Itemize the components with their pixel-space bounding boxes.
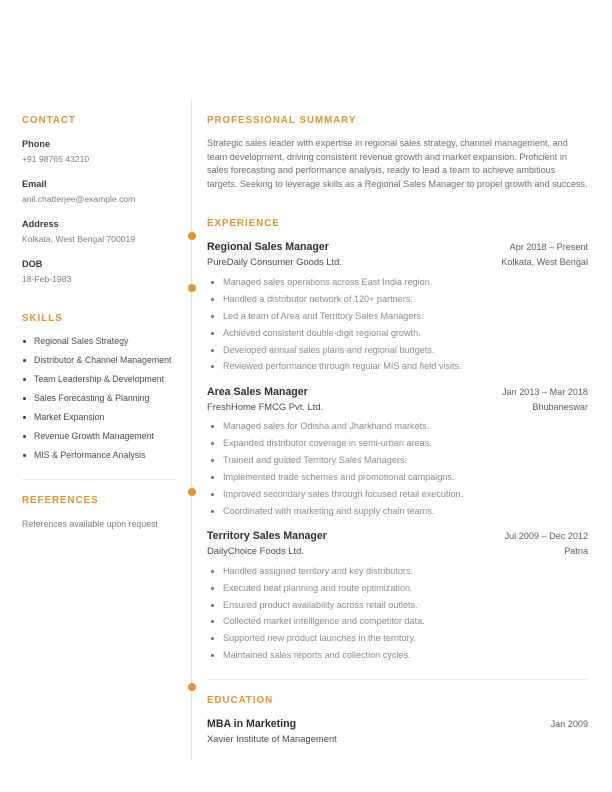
main-column xyxy=(191,92,612,745)
experience-entry xyxy=(207,529,588,662)
education-degree: MBA in Marketing xyxy=(207,717,297,730)
list-item: Team Leadership & Development xyxy=(22,373,177,387)
list-item: Collected market intelligence and competitor data. xyxy=(207,615,588,628)
summary-section xyxy=(207,114,588,191)
job-dates: Jan 2013 – Mar 2018 xyxy=(502,386,588,397)
list-item: Distributor & Channel Management xyxy=(22,354,177,368)
list-item: Handled assigned territory and key distributors. xyxy=(207,565,588,578)
list-item: Reviewed performance through regular MIS and field visits. xyxy=(207,360,588,373)
references-section xyxy=(22,494,177,531)
education-divider xyxy=(207,679,588,680)
list-item: MIS & Performance Analysis xyxy=(22,449,177,463)
contact-label: Address xyxy=(22,219,59,229)
list-item: Maintained sales reports and collection cycles. xyxy=(207,649,588,662)
job-company: PureDaily Consumer Goods Ltd. xyxy=(207,256,342,268)
timeline-divider xyxy=(191,100,192,760)
timeline-dot xyxy=(188,683,196,691)
contact-value[interactable]: +91 98765 43210 xyxy=(22,154,90,164)
skills-list xyxy=(22,335,177,463)
education-entry xyxy=(207,717,588,746)
experience-title-row xyxy=(207,385,588,400)
job-bullet-list xyxy=(207,565,588,663)
contact-value: Kolkata, West Bengal 700019 xyxy=(22,234,136,244)
job-title: Area Sales Manager xyxy=(207,385,308,398)
candidate-job-title: Regional Sales Manager xyxy=(364,58,588,73)
timeline-dot xyxy=(188,284,196,292)
list-item: Handled a distributor network of 120+ partners. xyxy=(207,293,588,306)
list-item: Supported new product launches in the territory. xyxy=(207,632,588,645)
references-heading: REFERENCES xyxy=(22,493,99,506)
contact-label: Phone xyxy=(22,139,51,149)
experience-company-row xyxy=(207,544,588,559)
list-item: Developed annual sales plans and regional budgets. xyxy=(207,344,588,357)
experience-heading: EXPERIENCE xyxy=(207,217,280,230)
experience-entry xyxy=(207,240,588,373)
contact-heading: CONTACT xyxy=(22,114,76,126)
timeline-dot xyxy=(188,232,196,240)
resume-body xyxy=(0,92,612,745)
references-text: References available upon request xyxy=(22,518,158,529)
contact-label: Email xyxy=(22,179,47,189)
job-dates: Apr 2018 – Present xyxy=(509,242,588,253)
job-location: Patna xyxy=(564,546,588,557)
list-item: Market Expansion xyxy=(22,411,177,425)
list-item: Implemented trade schemes and promotional campaigns. xyxy=(207,471,588,484)
education-date: Jan 2009 xyxy=(550,718,588,729)
job-location: Kolkata, West Bengal xyxy=(501,257,588,268)
list-item: Expanded distributor coverage in semi-urban areas. xyxy=(207,437,588,450)
experience-company-row xyxy=(207,400,588,415)
sidebar-divider xyxy=(22,479,177,480)
list-item: Managed sales operations across East India region. xyxy=(207,276,588,289)
experience-title-row xyxy=(207,240,588,255)
list-item: Achieved consistent double-digit regional growth. xyxy=(207,327,588,340)
education-institution: Xavier Institute of Management xyxy=(207,732,337,744)
list-item: Ensured product availability across retail outlets. xyxy=(207,599,588,612)
contact-field-email xyxy=(22,177,177,206)
list-item: Regional Sales Strategy xyxy=(22,335,177,349)
contact-label: DOB xyxy=(22,259,43,269)
list-item: Trained and guided Territory Sales Managers. xyxy=(207,454,588,467)
skills-section xyxy=(22,312,177,463)
experience-company-row xyxy=(207,255,588,270)
list-item: Executed beat planning and route optimization. xyxy=(207,582,588,595)
summary-heading: PROFESSIONAL SUMMARY xyxy=(207,114,357,126)
education-title-row xyxy=(207,717,588,732)
experience-entry xyxy=(207,385,588,518)
experience-section xyxy=(207,217,588,662)
resume-header xyxy=(0,0,612,92)
job-bullet-list xyxy=(207,420,588,518)
summary-text: Strategic sales leader with expertise in regional sales strategy, channel management, and team development, driving consistent revenue growth and market expansion. Proficient in sales forecasting and performance analysis, ready to lead a team to achieve ambitious targets. Seeking to leverage skills as a Regional Sales Manager to propel growth and success. xyxy=(207,138,588,189)
contact-section xyxy=(22,114,177,286)
skills-heading: SKILLS xyxy=(22,312,63,324)
job-title: Territory Sales Manager xyxy=(207,530,327,543)
contact-field-address xyxy=(22,217,177,246)
education-section xyxy=(207,694,588,746)
list-item: Managed sales for Odisha and Jharkhand markets. xyxy=(207,420,588,433)
sidebar xyxy=(0,92,191,745)
job-bullet-list xyxy=(207,276,588,374)
list-item: Led a team of Area and Territory Sales Managers. xyxy=(207,310,588,323)
education-heading: EDUCATION xyxy=(207,693,274,706)
job-title: Regional Sales Manager xyxy=(207,241,329,254)
list-item: Revenue Growth Management xyxy=(22,430,177,444)
contact-value: 18-Feb-1983 xyxy=(22,274,72,284)
job-company: DailyChoice Foods Ltd. xyxy=(207,545,304,557)
contact-field-dob xyxy=(22,257,177,286)
job-company: FreshHome FMCG Pvt. Ltd. xyxy=(207,400,324,412)
candidate-name: ANIL CHATTERJEE xyxy=(330,14,588,49)
timeline-dot xyxy=(188,488,196,496)
job-location: Bhubaneswar xyxy=(532,401,588,412)
contact-value[interactable]: anil.chatterjee@example.com xyxy=(22,194,136,204)
list-item: Coordinated with marketing and supply chain teams. xyxy=(207,505,588,518)
list-item: Sales Forecasting & Planning xyxy=(22,392,177,406)
contact-field-phone xyxy=(22,137,177,166)
experience-title-row xyxy=(207,529,588,544)
list-item: Improved secondary sales through focused retail execution. xyxy=(207,488,588,501)
job-dates: Jul 2009 – Dec 2012 xyxy=(504,531,588,542)
header-text-block xyxy=(296,14,588,76)
